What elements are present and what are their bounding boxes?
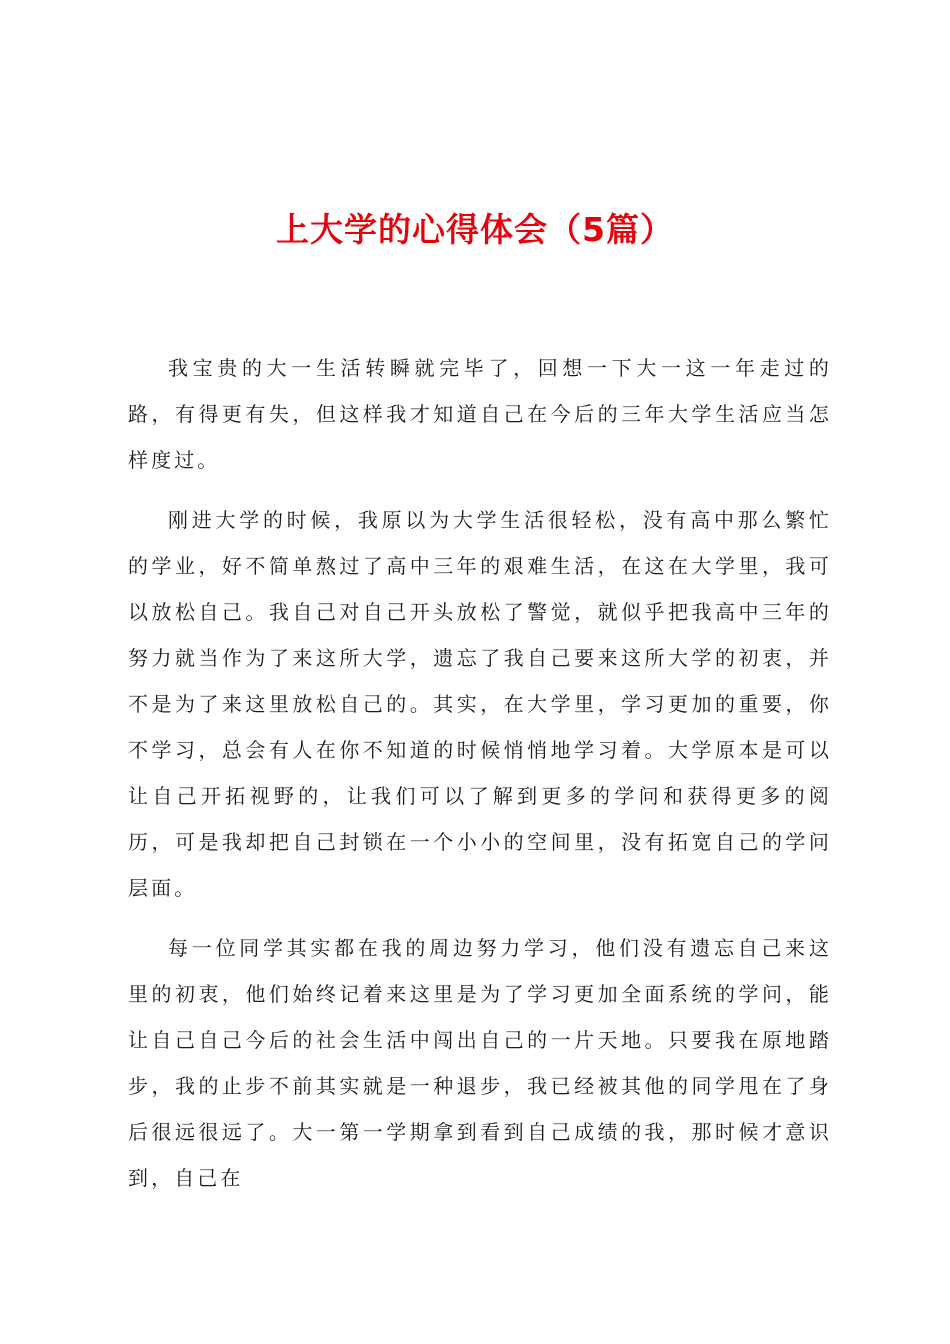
document-title: 上大学的心得体会（5篇） xyxy=(276,210,674,249)
paragraph: 我宝贵的大一生活转瞬就完毕了，回想一下大一这一年走过的路，有得更有失，但这样我才知道自己在今后的三年大学生活应当怎样度过。 xyxy=(128,356,832,472)
paragraph: 刚进大学的时候，我原以为大学生活很轻松，没有高中那么繁忙的学业，好不简单熬过了高中三年的艰难生活，在这在大学里，我可以放松自己。我自己对自己开头放松了警觉，就似乎把我高中三年的努力就当作为了来这所大学，遗忘了我自己要来这所大学的初衷，并不是为了来这里放松自己的。其实，在大学里，学习更加的重要，你不学习，总会有人在你不知道的时候悄悄地学习着。大学原本是可以让自己开拓视野的，让我们可以了解到更多的学问和获得更多的阅历，可是我却把自己封锁在一个小小的空间里，没有拓宽自己的学问层面。 xyxy=(128,508,832,900)
document-body xyxy=(128,345,832,1215)
paragraph: 每一位同学其实都在我的周边努力学习，他们没有遗忘自己来这里的初衷，他们始终记着来这里是为了学习更加全面系统的学问，能让自己自己今后的社会生活中闯出自己的一片天地。只要我在原地踏步，我的止步不前其实就是一种退步，我已经被其他的同学甩在了身后很远很远了。大一第一学期拿到看到自己成绩的我，那时候才意识到，自己在 xyxy=(128,936,832,1190)
